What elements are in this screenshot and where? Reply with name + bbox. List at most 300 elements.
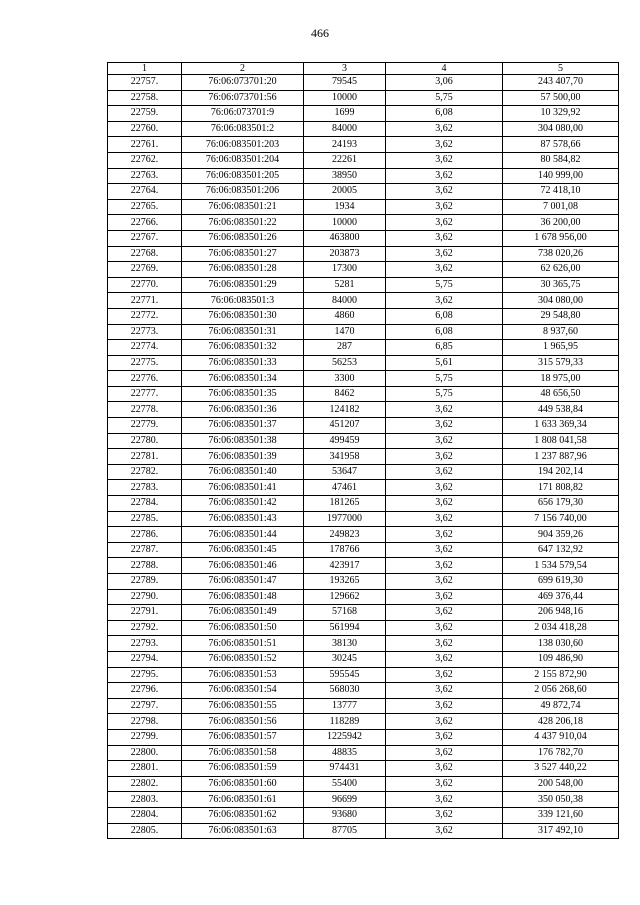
table-row [108, 729, 619, 745]
table-cell: 76:06:083501:28 [182, 262, 304, 278]
table-cell: 76:06:083501:204 [182, 152, 304, 168]
table-cell: 304 080,00 [503, 293, 619, 309]
table-cell: 22773. [108, 324, 182, 340]
table-cell: 76:06:083501:57 [182, 729, 304, 745]
table-cell: 48835 [304, 745, 386, 761]
table-cell: 76:06:083501:54 [182, 683, 304, 699]
table-cell: 4860 [304, 308, 386, 324]
table-cell: 3,62 [386, 184, 503, 200]
table-cell: 22261 [304, 152, 386, 168]
table-cell: 76:06:083501:32 [182, 340, 304, 356]
table-row [108, 745, 619, 761]
table-cell: 3,62 [386, 152, 503, 168]
table-cell: 3,62 [386, 542, 503, 558]
table-cell: 76:06:073701:9 [182, 106, 304, 122]
table-row [108, 558, 619, 574]
table-cell: 6,08 [386, 106, 503, 122]
table-cell: 57 500,00 [503, 90, 619, 106]
table-cell: 87 578,66 [503, 137, 619, 153]
table-cell: 22770. [108, 277, 182, 293]
table-cell: 22805. [108, 823, 182, 839]
table-cell: 6,85 [386, 340, 503, 356]
table-cell: 194 202,14 [503, 464, 619, 480]
table-cell: 304 080,00 [503, 121, 619, 137]
table-cell: 22796. [108, 683, 182, 699]
table-cell: 76:06:083501:53 [182, 667, 304, 683]
table-cell: 76:06:083501:26 [182, 230, 304, 246]
table-cell: 22791. [108, 605, 182, 621]
table-cell: 203873 [304, 246, 386, 262]
table-cell: 1977000 [304, 511, 386, 527]
table-cell: 3,62 [386, 761, 503, 777]
table-cell: 22776. [108, 371, 182, 387]
table-row [108, 792, 619, 808]
table-cell: 76:06:083501:2 [182, 121, 304, 137]
table-cell: 171 808,82 [503, 480, 619, 496]
table-row [108, 262, 619, 278]
table-cell: 76:06:083501:47 [182, 574, 304, 590]
table-cell: 30245 [304, 651, 386, 667]
table-cell: 249823 [304, 527, 386, 543]
table-cell: 76:06:083501:41 [182, 480, 304, 496]
table-cell: 62 626,00 [503, 262, 619, 278]
table-cell: 76:06:083501:46 [182, 558, 304, 574]
table-cell: 3,62 [386, 480, 503, 496]
table-cell: 6,08 [386, 308, 503, 324]
table-cell: 1 237 887,96 [503, 449, 619, 465]
table-cell: 7 156 740,00 [503, 511, 619, 527]
table-cell: 22759. [108, 106, 182, 122]
table-cell: 22802. [108, 776, 182, 792]
table-cell: 3,62 [386, 698, 503, 714]
table-row [108, 137, 619, 153]
table-cell: 22781. [108, 449, 182, 465]
table-cell: 315 579,33 [503, 355, 619, 371]
table-cell: 449 538,84 [503, 402, 619, 418]
table-cell: 3,62 [386, 558, 503, 574]
table-cell: 76:06:083501:42 [182, 496, 304, 512]
table-row [108, 761, 619, 777]
table-cell: 1 633 369,34 [503, 418, 619, 434]
table-cell: 76:06:083501:205 [182, 168, 304, 184]
table-cell: 974431 [304, 761, 386, 777]
table-cell: 3,62 [386, 418, 503, 434]
table-cell: 22801. [108, 761, 182, 777]
table-cell: 22783. [108, 480, 182, 496]
table-cell: 3,62 [386, 293, 503, 309]
table-row [108, 776, 619, 792]
table-cell: 3,62 [386, 246, 503, 262]
table-cell: 80 584,82 [503, 152, 619, 168]
table-cell: 2 155 872,90 [503, 667, 619, 683]
table-cell: 48 656,50 [503, 386, 619, 402]
column-header-5: 5 [503, 63, 619, 75]
table-cell: 22775. [108, 355, 182, 371]
table-cell: 76:06:073701:20 [182, 75, 304, 91]
table-cell: 76:06:083501:52 [182, 651, 304, 667]
table-cell: 3,62 [386, 807, 503, 823]
table-cell: 22785. [108, 511, 182, 527]
table-cell: 595545 [304, 667, 386, 683]
table-cell: 22804. [108, 807, 182, 823]
table-row [108, 651, 619, 667]
table-cell: 3,62 [386, 433, 503, 449]
table-cell: 499459 [304, 433, 386, 449]
table-cell: 76:06:083501:22 [182, 215, 304, 231]
table-cell: 13777 [304, 698, 386, 714]
table-cell: 1225942 [304, 729, 386, 745]
column-header-3: 3 [304, 63, 386, 75]
table-cell: 76:06:083501:55 [182, 698, 304, 714]
table-cell: 47461 [304, 480, 386, 496]
table-row [108, 386, 619, 402]
table-row [108, 527, 619, 543]
table-cell: 22772. [108, 308, 182, 324]
table-row [108, 402, 619, 418]
table-cell: 206 948,16 [503, 605, 619, 621]
table-cell: 22766. [108, 215, 182, 231]
table-cell: 10000 [304, 90, 386, 106]
table-cell: 22789. [108, 574, 182, 590]
table-cell: 79545 [304, 75, 386, 91]
table-cell: 76:06:083501:206 [182, 184, 304, 200]
table-cell: 76:06:083501:30 [182, 308, 304, 324]
table-cell: 22784. [108, 496, 182, 512]
table-cell: 5,75 [386, 371, 503, 387]
table-row [108, 589, 619, 605]
table-cell: 647 132,92 [503, 542, 619, 558]
table-cell: 699 619,30 [503, 574, 619, 590]
table-cell: 8 937,60 [503, 324, 619, 340]
table-cell: 3,62 [386, 823, 503, 839]
table-cell: 3,62 [386, 745, 503, 761]
table-cell: 561994 [304, 620, 386, 636]
table-cell: 738 020,26 [503, 246, 619, 262]
table-cell: 568030 [304, 683, 386, 699]
table-cell: 76:06:083501:43 [182, 511, 304, 527]
table-cell: 129662 [304, 589, 386, 605]
table-cell: 287 [304, 340, 386, 356]
table-cell: 138 030,60 [503, 636, 619, 652]
table-cell: 22799. [108, 729, 182, 745]
table-cell: 76:06:083501:51 [182, 636, 304, 652]
table-cell: 76:06:083501:61 [182, 792, 304, 808]
table-cell: 3,62 [386, 589, 503, 605]
table-row [108, 371, 619, 387]
table-cell: 10 329,92 [503, 106, 619, 122]
table-cell: 3,62 [386, 729, 503, 745]
table-row [108, 480, 619, 496]
table-row [108, 75, 619, 91]
table-cell: 22780. [108, 433, 182, 449]
table-cell: 3,62 [386, 464, 503, 480]
table-row [108, 511, 619, 527]
table-row [108, 464, 619, 480]
table-cell: 76:06:083501:63 [182, 823, 304, 839]
table-cell: 22765. [108, 199, 182, 215]
table-row [108, 293, 619, 309]
table-cell: 22763. [108, 168, 182, 184]
table-cell: 181265 [304, 496, 386, 512]
table-cell: 317 492,10 [503, 823, 619, 839]
column-header-1: 1 [108, 63, 182, 75]
table-cell: 10000 [304, 215, 386, 231]
table-row [108, 277, 619, 293]
table-cell: 339 121,60 [503, 807, 619, 823]
table-cell: 30 365,75 [503, 277, 619, 293]
table-cell: 76:06:083501:36 [182, 402, 304, 418]
table-cell: 22762. [108, 152, 182, 168]
table-cell: 76:06:083501:40 [182, 464, 304, 480]
table-cell: 22767. [108, 230, 182, 246]
table-cell: 1470 [304, 324, 386, 340]
table-cell: 176 782,70 [503, 745, 619, 761]
table-cell: 3,62 [386, 199, 503, 215]
column-header-4: 4 [386, 63, 503, 75]
table-row [108, 106, 619, 122]
table-cell: 3,62 [386, 215, 503, 231]
table-cell: 76:06:083501:60 [182, 776, 304, 792]
table-cell: 56253 [304, 355, 386, 371]
table-cell: 3,62 [386, 620, 503, 636]
table-cell: 76:06:083501:44 [182, 527, 304, 543]
table-cell: 3,62 [386, 651, 503, 667]
table-cell: 341958 [304, 449, 386, 465]
table-cell: 22758. [108, 90, 182, 106]
table-row [108, 807, 619, 823]
table-row [108, 542, 619, 558]
table-cell: 22794. [108, 651, 182, 667]
table-row [108, 199, 619, 215]
table-cell: 4 437 910,04 [503, 729, 619, 745]
table-cell: 423917 [304, 558, 386, 574]
table-cell: 5281 [304, 277, 386, 293]
table-cell: 22760. [108, 121, 182, 137]
table-row [108, 667, 619, 683]
table-cell: 84000 [304, 293, 386, 309]
table-row [108, 449, 619, 465]
table-cell: 428 206,18 [503, 714, 619, 730]
table-header-row [108, 63, 619, 75]
table-cell: 469 376,44 [503, 589, 619, 605]
table-cell: 656 179,30 [503, 496, 619, 512]
table-row [108, 246, 619, 262]
table-cell: 53647 [304, 464, 386, 480]
table-cell: 22792. [108, 620, 182, 636]
table-cell: 76:06:083501:45 [182, 542, 304, 558]
table-cell: 93680 [304, 807, 386, 823]
table-cell: 1 678 956,00 [503, 230, 619, 246]
table-cell: 22793. [108, 636, 182, 652]
table-cell: 3,62 [386, 667, 503, 683]
table-row [108, 308, 619, 324]
table-cell: 1934 [304, 199, 386, 215]
table-cell: 6,08 [386, 324, 503, 340]
table-cell: 3,62 [386, 230, 503, 246]
table-cell: 96699 [304, 792, 386, 808]
table-cell: 76:06:083501:37 [182, 418, 304, 434]
table-cell: 76:06:083501:35 [182, 386, 304, 402]
table-cell: 76:06:083501:59 [182, 761, 304, 777]
table-cell: 76:06:083501:203 [182, 137, 304, 153]
table-cell: 463800 [304, 230, 386, 246]
table-cell: 350 050,38 [503, 792, 619, 808]
table-row [108, 433, 619, 449]
table-cell: 49 872,74 [503, 698, 619, 714]
table-cell: 22774. [108, 340, 182, 356]
table-cell: 22757. [108, 75, 182, 91]
table-cell: 3,62 [386, 574, 503, 590]
table-row [108, 605, 619, 621]
page-number: 466 [311, 26, 329, 40]
table-cell: 3,62 [386, 636, 503, 652]
table-row [108, 823, 619, 839]
table-cell: 24193 [304, 137, 386, 153]
table-row [108, 496, 619, 512]
table-cell: 3,62 [386, 262, 503, 278]
table-cell: 22761. [108, 137, 182, 153]
table-cell: 55400 [304, 776, 386, 792]
table-cell: 5,61 [386, 355, 503, 371]
table-cell: 22764. [108, 184, 182, 200]
table-cell: 3,62 [386, 402, 503, 418]
table-cell: 76:06:083501:50 [182, 620, 304, 636]
table-row [108, 168, 619, 184]
table-cell: 38950 [304, 168, 386, 184]
table-cell: 2 056 268,60 [503, 683, 619, 699]
table-cell: 1 534 579,54 [503, 558, 619, 574]
table-row [108, 418, 619, 434]
table-row [108, 698, 619, 714]
table-cell: 76:06:083501:58 [182, 745, 304, 761]
table-row [108, 230, 619, 246]
table-cell: 178766 [304, 542, 386, 558]
table-cell: 17300 [304, 262, 386, 278]
table-row [108, 324, 619, 340]
table-row [108, 355, 619, 371]
table-cell: 3,06 [386, 75, 503, 91]
table-cell: 72 418,10 [503, 184, 619, 200]
table-row [108, 152, 619, 168]
table-row [108, 683, 619, 699]
table-row [108, 714, 619, 730]
table-cell: 76:06:083501:27 [182, 246, 304, 262]
table-cell: 22777. [108, 386, 182, 402]
table-cell: 22779. [108, 418, 182, 434]
table-row [108, 620, 619, 636]
table-row [108, 121, 619, 137]
table-cell: 3,62 [386, 792, 503, 808]
table-cell: 20005 [304, 184, 386, 200]
table-cell: 76:06:073701:56 [182, 90, 304, 106]
table-row [108, 636, 619, 652]
table-cell: 76:06:083501:31 [182, 324, 304, 340]
table-cell: 22768. [108, 246, 182, 262]
table-cell: 5,75 [386, 386, 503, 402]
table-cell: 2 034 418,28 [503, 620, 619, 636]
table-cell: 22787. [108, 542, 182, 558]
table-cell: 3,62 [386, 605, 503, 621]
table-row [108, 184, 619, 200]
table-cell: 84000 [304, 121, 386, 137]
table-cell: 76:06:083501:34 [182, 371, 304, 387]
table-cell: 22778. [108, 402, 182, 418]
table-cell: 3,62 [386, 511, 503, 527]
data-table [107, 62, 619, 839]
table-cell: 22803. [108, 792, 182, 808]
table-cell: 124182 [304, 402, 386, 418]
table-cell: 76:06:083501:29 [182, 277, 304, 293]
table-cell: 3,62 [386, 776, 503, 792]
table-cell: 8462 [304, 386, 386, 402]
table-cell: 38130 [304, 636, 386, 652]
table-cell: 1 965,95 [503, 340, 619, 356]
table-cell: 140 999,00 [503, 168, 619, 184]
table-cell: 76:06:083501:38 [182, 433, 304, 449]
table-cell: 7 001,08 [503, 199, 619, 215]
table-cell: 5,75 [386, 90, 503, 106]
table-cell: 22795. [108, 667, 182, 683]
table-cell: 22769. [108, 262, 182, 278]
table-cell: 76:06:083501:62 [182, 807, 304, 823]
table-cell: 22798. [108, 714, 182, 730]
table-cell: 3,62 [386, 496, 503, 512]
table-cell: 3 527 440,22 [503, 761, 619, 777]
column-header-2: 2 [182, 63, 304, 75]
table-cell: 76:06:083501:49 [182, 605, 304, 621]
table-cell: 29 548,80 [503, 308, 619, 324]
table-cell: 22771. [108, 293, 182, 309]
table-cell: 3,62 [386, 714, 503, 730]
table-cell: 22782. [108, 464, 182, 480]
table-row [108, 90, 619, 106]
table-cell: 5,75 [386, 277, 503, 293]
table-cell: 76:06:083501:3 [182, 293, 304, 309]
table-body [108, 75, 619, 839]
table-row [108, 340, 619, 356]
table-cell: 22786. [108, 527, 182, 543]
table-cell: 1699 [304, 106, 386, 122]
table-cell: 3,62 [386, 527, 503, 543]
table-cell: 3,62 [386, 683, 503, 699]
table-cell: 3,62 [386, 121, 503, 137]
table-cell: 57168 [304, 605, 386, 621]
table-cell: 22797. [108, 698, 182, 714]
table-cell: 87705 [304, 823, 386, 839]
table-cell: 3,62 [386, 449, 503, 465]
table-row [108, 574, 619, 590]
table-cell: 3,62 [386, 168, 503, 184]
table-cell: 36 200,00 [503, 215, 619, 231]
table-cell: 18 975,00 [503, 371, 619, 387]
table-cell: 109 486,90 [503, 651, 619, 667]
table-cell: 22788. [108, 558, 182, 574]
table-cell: 76:06:083501:56 [182, 714, 304, 730]
table-cell: 118289 [304, 714, 386, 730]
table-cell: 243 407,70 [503, 75, 619, 91]
table-cell: 76:06:083501:39 [182, 449, 304, 465]
table-cell: 76:06:083501:48 [182, 589, 304, 605]
table-cell: 451207 [304, 418, 386, 434]
table-cell: 22800. [108, 745, 182, 761]
table-cell: 76:06:083501:33 [182, 355, 304, 371]
table-cell: 1 808 041,58 [503, 433, 619, 449]
table-cell: 904 359,26 [503, 527, 619, 543]
table-cell: 3300 [304, 371, 386, 387]
table-cell: 76:06:083501:21 [182, 199, 304, 215]
table-cell: 3,62 [386, 137, 503, 153]
table-cell: 22790. [108, 589, 182, 605]
